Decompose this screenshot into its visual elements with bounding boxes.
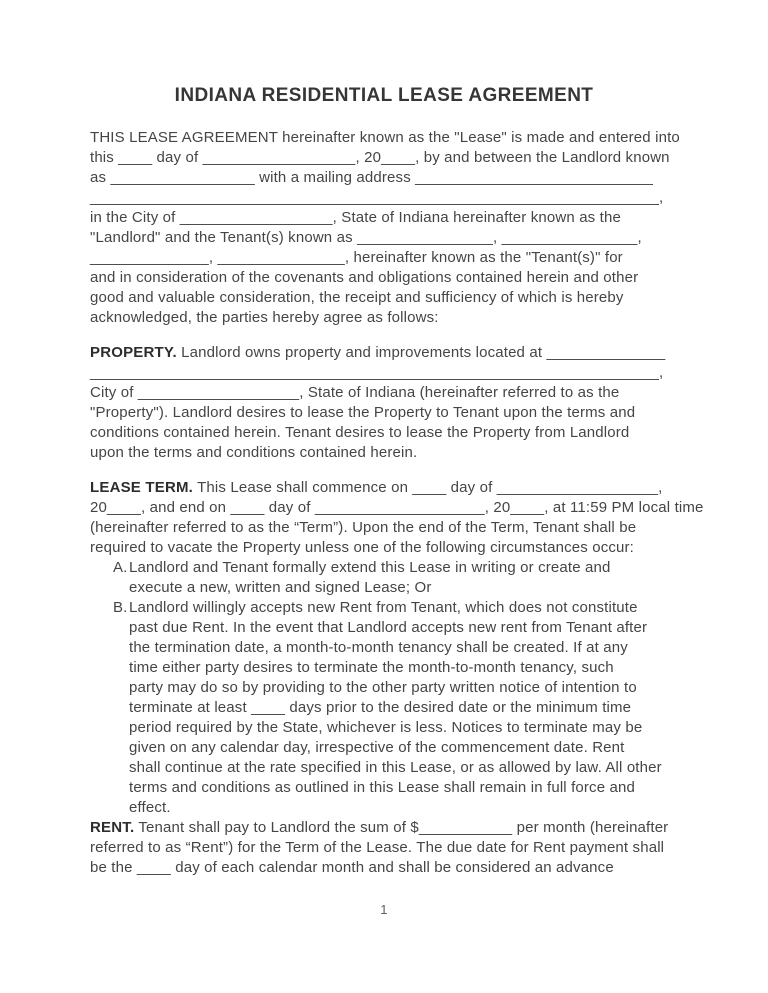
text-line: ______________, _______________, hereinafter known as the "Tenant(s)" for <box>90 249 623 266</box>
text-line: conditions contained herein. Tenant desires to lease the Property from Landlord <box>90 424 630 441</box>
text-line: Landlord willingly accepts new Rent from Tenant, which does not constitute <box>129 599 638 616</box>
text-line: "Property"). Landlord desires to lease the Property to Tenant upon the terms and <box>90 404 636 421</box>
text-line: ___________________________________________________________________, <box>90 189 664 206</box>
text-line: and in consideration of the covenants and obligations contained herein and other <box>90 269 639 286</box>
intro-paragraph <box>90 128 678 328</box>
list-marker: B. <box>113 599 128 616</box>
section-label-rent: RENT. <box>90 819 135 836</box>
text-line: in the City of __________________, State of Indiana hereinafter known as the <box>90 209 621 226</box>
text-line: be the ____ day of each calendar month and shall be considered an advance <box>90 859 614 876</box>
text-span: Landlord owns property and improvements located at ______________ <box>176 344 666 361</box>
text-line: time either party desires to terminate the month-to-month tenancy, such <box>129 659 614 676</box>
term-conditions-list <box>90 558 678 818</box>
text-line: past due Rent. In the event that Landlord accepts new rent from Tenant after <box>129 619 648 636</box>
text-line: good and valuable consideration, the receipt and sufficiency of which is hereby <box>90 289 624 306</box>
rent-section <box>90 818 678 878</box>
text-line: ___________________________________________________________________, <box>90 364 664 381</box>
section-label-lease-term: LEASE TERM. <box>90 479 194 496</box>
text-line: (hereinafter referred to as the “Term”). Upon the end of the Term, Tenant shall be <box>90 519 637 536</box>
text-line: upon the terms and conditions contained herein. <box>90 444 418 461</box>
text-line <box>90 478 678 498</box>
list-item-b <box>90 598 678 818</box>
lease-term-section <box>90 478 704 558</box>
text-line: Landlord and Tenant formally extend this Lease in writing or create and <box>129 559 611 576</box>
text-line: acknowledged, the parties hereby agree as follows: <box>90 309 439 326</box>
text-line: as _________________ with a mailing address ____________________________ <box>90 169 653 186</box>
page-number: 1 <box>380 902 388 917</box>
property-section <box>90 343 678 463</box>
text-line <box>90 343 678 363</box>
text-line: the termination date, a month-to-month tenancy shall be created. If at any <box>129 639 628 656</box>
text-line: period required by the State, whichever is less. Notices to terminate may be <box>129 719 643 736</box>
text-line: execute a new, written and signed Lease; Or <box>129 579 432 596</box>
list-marker: A. <box>113 559 128 576</box>
text-span: This Lease shall commence on ____ day of ___________________, <box>193 479 663 496</box>
text-line: required to vacate the Property unless one of the following circumstances occur: <box>90 539 634 556</box>
text-line: this ____ day of __________________, 20____, by and between the Landlord known <box>90 149 670 166</box>
text-line: referred to as “Rent”) for the Term of the Lease. The due date for Rent payment shall <box>90 839 665 856</box>
text-line: terminate at least ____ days prior to the desired date or the minimum time <box>129 699 632 716</box>
text-line: party may do so by providing to the other party written notice of intention to <box>129 679 637 696</box>
document-title: INDIANA RESIDENTIAL LEASE AGREEMENT <box>174 85 594 106</box>
text-line <box>90 818 678 838</box>
text-span: Tenant shall pay to Landlord the sum of $___________ per month (hereinafter <box>134 819 669 836</box>
list-item-a <box>90 558 678 598</box>
text-line: City of ___________________, State of Indiana (hereinafter referred to as the <box>90 384 620 401</box>
text-line: "Landlord" and the Tenant(s) known as ________________, ________________, <box>90 229 642 246</box>
text-line: terms and conditions as outlined in this Lease shall remain in full force and <box>129 779 635 796</box>
section-label-property: PROPERTY. <box>90 344 177 361</box>
text-line: shall continue at the rate specified in this Lease, or as allowed by law. All other <box>129 759 662 776</box>
text-line: 20____, and end on ____ day of ____________________, 20____, at 11:59 PM local time <box>90 499 704 516</box>
text-line: effect. <box>129 799 171 816</box>
text-line: THIS LEASE AGREEMENT hereinafter known as the "Lease" is made and entered into <box>90 129 680 146</box>
text-line: given on any calendar day, irrespective of the commencement date. Rent <box>129 739 625 756</box>
